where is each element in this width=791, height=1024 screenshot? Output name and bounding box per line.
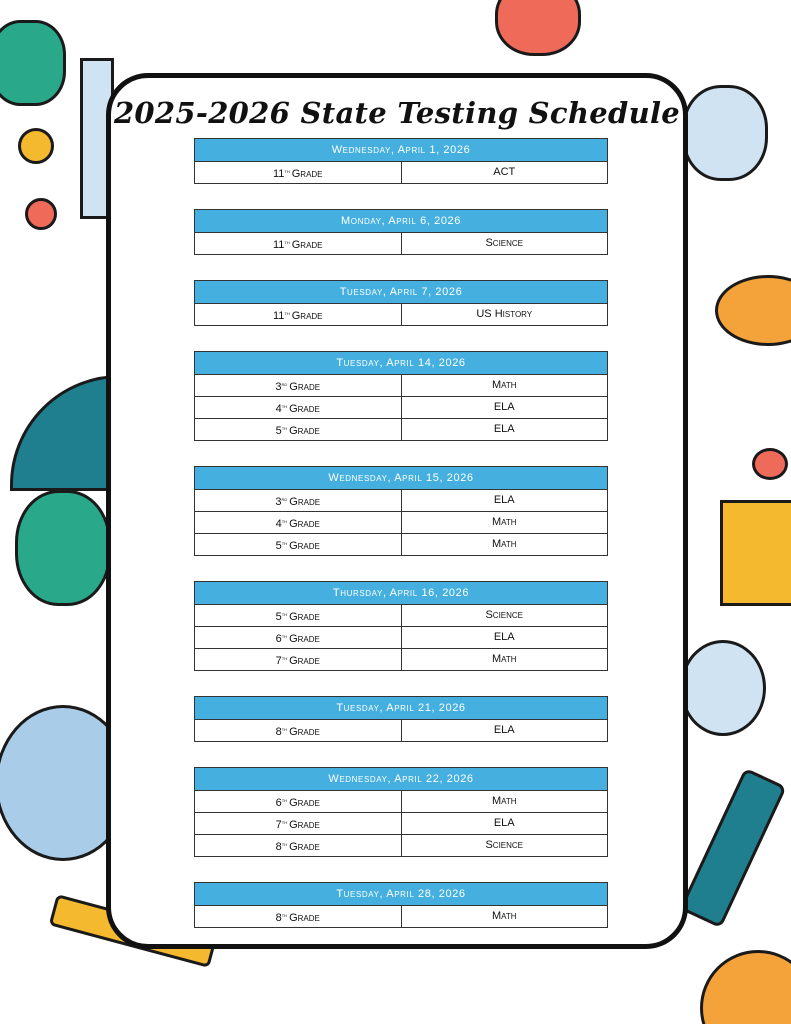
date-header: Tuesday, April 7, 2026 [195,281,607,304]
grade-ordinal: th [284,240,290,246]
grade-number: 7 [275,819,282,831]
calculator-icon [720,500,791,606]
grade-label: Grade [289,633,320,645]
grade-cell [195,397,401,418]
table-row [195,648,607,670]
grade-cell [195,419,401,440]
schedule-table [194,466,608,556]
grade-number: 7 [275,655,282,667]
grade-ordinal: rd [281,382,288,388]
grade-label: Grade [289,518,320,530]
table-row [195,375,607,396]
subject-cell: Math [401,649,608,670]
date-header: Wednesday, April 1, 2026 [195,139,607,162]
table-row [195,533,607,555]
table-row [195,162,607,183]
basketball-icon [700,950,791,1024]
page-title: 2025-2026 State Testing Schedule [113,96,681,130]
table-row [195,511,607,533]
schedule-table [194,138,608,184]
grade-ordinal: th [284,311,290,317]
table-row [195,906,607,927]
grade-cell [195,162,401,183]
grade-cell [195,813,401,834]
subject-cell: Math [401,375,608,396]
grade-label: Grade [289,403,320,415]
table-row [195,304,607,325]
subject-cell: Math [401,534,608,555]
date-header: Thursday, April 16, 2026 [195,582,607,605]
grade-label: Grade [289,425,320,437]
grade-ordinal: th [281,798,288,804]
subject-cell: ELA [401,627,608,648]
date-header: Tuesday, April 28, 2026 [195,883,607,906]
subject-cell: Math [401,512,608,533]
football-icon [715,275,791,346]
subject-cell: Science [401,605,608,626]
grade-cell [195,906,401,927]
grade-number: 8 [275,726,282,738]
subject-cell: ELA [401,720,608,741]
subject-cell: Science [401,233,608,254]
grade-label: Grade [289,797,320,809]
grade-cell [195,490,401,511]
grade-cell [195,649,401,670]
grade-ordinal: th [281,656,288,662]
schedule-table [194,280,608,326]
grade-number: 6 [275,633,282,645]
heart-icon [752,448,788,480]
grade-number: 5 [275,540,282,552]
grade-cell [195,720,401,741]
apple-icon [495,0,581,56]
subject-cell: Math [401,791,608,812]
grade-ordinal: th [281,612,288,618]
subject-cell: ELA [401,397,608,418]
grade-cell [195,791,401,812]
table-row [195,812,607,834]
grade-number: 3 [275,381,282,393]
grade-cell [195,375,401,396]
grade-ordinal: th [281,820,288,826]
crayon-icon [679,768,787,929]
table-row [195,396,607,418]
schedule-table [194,882,608,928]
grade-ordinal: th [281,426,288,432]
table-row [195,233,607,254]
grade-number: 11 [272,310,285,322]
grade-cell [195,233,401,254]
grade-ordinal: th [281,634,288,640]
date-header: Tuesday, April 14, 2026 [195,352,607,375]
grade-ordinal: th [281,519,288,525]
grade-number: 8 [275,912,282,924]
speech-bubble-icon [682,85,768,181]
date-header: Wednesday, April 15, 2026 [195,467,607,490]
flask-icon [0,20,66,106]
grade-cell [195,304,401,325]
schedule-table [194,581,608,671]
schedule-table [194,696,608,742]
grade-number: 11 [272,239,285,251]
schedule-list [194,138,608,928]
date-header: Wednesday, April 22, 2026 [195,768,607,791]
subject-cell: ELA [401,490,608,511]
schedule-table [194,767,608,857]
grade-label: Grade [289,726,320,738]
grade-ordinal: th [284,169,290,175]
subject-cell: Science [401,835,608,856]
schedule-card [106,73,688,949]
grade-ordinal: th [281,541,288,547]
table-row [195,834,607,856]
grade-label: Grade [291,239,323,251]
date-header: Monday, April 6, 2026 [195,210,607,233]
grade-label: Grade [289,819,320,831]
grade-cell [195,835,401,856]
heart-icon [25,198,57,230]
grade-label: Grade [289,381,321,393]
grade-label: Grade [289,841,320,853]
grade-ordinal: th [281,404,288,410]
subject-cell: ACT [401,162,608,183]
star-icon [18,128,54,164]
subject-cell: US History [401,304,608,325]
grade-number: 5 [275,611,282,623]
grade-number: 4 [275,518,282,530]
grade-label: Grade [289,912,320,924]
grade-number: 11 [272,168,285,180]
schedule-table [194,351,608,441]
alarm-clock-icon [680,640,766,736]
table-row [195,605,607,626]
grade-label: Grade [289,611,320,623]
subject-cell: Math [401,906,608,927]
grade-cell [195,534,401,555]
schedule-table [194,209,608,255]
table-row [195,418,607,440]
grade-label: Grade [289,496,321,508]
grade-ordinal: th [281,913,288,919]
grade-number: 4 [275,403,282,415]
grade-label: Grade [291,310,323,322]
grade-label: Grade [289,540,320,552]
grade-ordinal: th [281,727,288,733]
grade-number: 8 [275,841,282,853]
date-header: Tuesday, April 21, 2026 [195,697,607,720]
grade-label: Grade [289,655,320,667]
grade-cell [195,605,401,626]
subject-cell: ELA [401,813,608,834]
table-row [195,490,607,511]
grade-ordinal: th [281,842,288,848]
grade-cell [195,627,401,648]
grade-number: 6 [275,797,282,809]
grade-number: 5 [275,425,282,437]
table-row [195,626,607,648]
grade-label: Grade [291,168,323,180]
grade-number: 3 [275,496,282,508]
table-row [195,791,607,812]
table-row [195,720,607,741]
flask-icon [15,490,111,606]
subject-cell: ELA [401,419,608,440]
grade-cell [195,512,401,533]
grade-ordinal: rd [281,497,288,503]
